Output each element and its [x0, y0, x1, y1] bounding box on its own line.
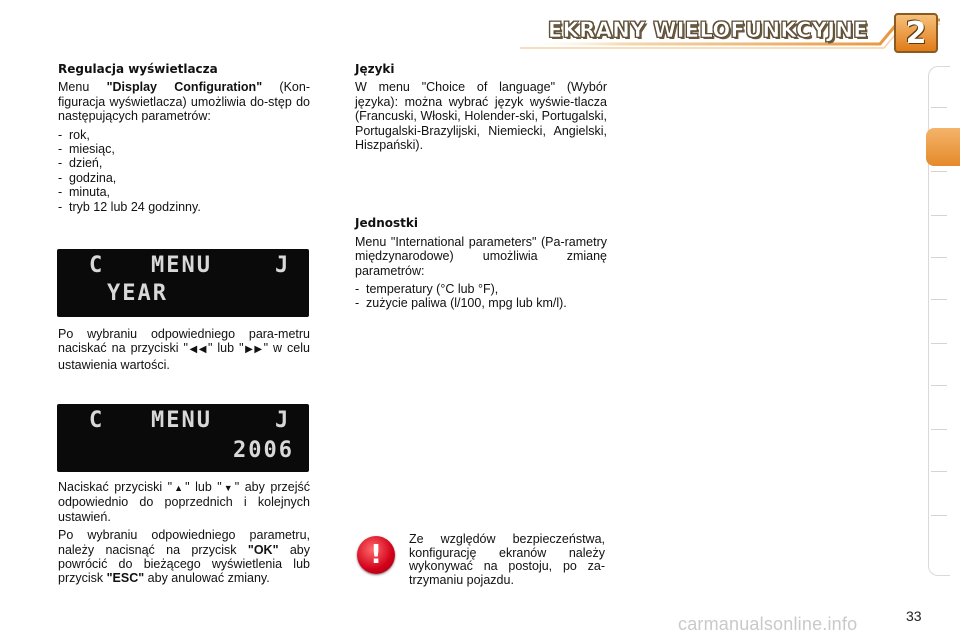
arrow-up-icon: ▲ — [172, 483, 186, 493]
active-chapter-tab[interactable] — [926, 128, 960, 166]
intro-text: (Kon-figuracja wyświetlacza) umożliwia do-stęp do następujących parametrów: — [58, 80, 310, 124]
tab-divider — [931, 299, 947, 300]
tab-divider — [931, 107, 947, 108]
tab-divider — [931, 429, 947, 430]
languages-paragraph: W menu "Choice of language" (Wybór języka): można wybrać język wyświe-tlacza (Francuski, Włoski, Holender-ski, Portugalski, Portugalski-Brazylijski, Niemiecki, Angielski, Hiszpański). — [355, 80, 607, 153]
display-settings-section — [58, 62, 310, 214]
chapter-badge: 2 — [894, 13, 938, 53]
instruction-text: " w celu ustawienia wartości. — [58, 341, 310, 372]
units-paragraph: Menu "International parameters" (Pa-rametry międzynarodowe) umożliwia zmianę parametrów: — [355, 234, 607, 278]
rewind-icon: ◀◀ — [187, 344, 208, 356]
lcd-bracket-left: C — [89, 253, 105, 278]
list-item: - zużycie paliwa (l/100, mpg lub km/l). — [355, 296, 607, 310]
tab-divider — [931, 471, 947, 472]
arrow-down-icon: ▼ — [221, 483, 235, 493]
lcd-bracket-right: J — [275, 253, 291, 278]
tab-divider — [931, 515, 947, 516]
lcd-menu-label: MENU — [151, 253, 212, 278]
intro-paragraph — [58, 80, 310, 123]
instruction-text: aby powrócić do bieżącego wyświetlenia lub przycisk — [58, 542, 310, 586]
list-item: - minuta, — [58, 185, 310, 199]
lcd-value: YEAR — [107, 281, 168, 306]
tab-divider — [931, 385, 947, 386]
warning-icon: ! — [357, 536, 395, 574]
instruction-paragraph — [58, 480, 310, 524]
ok-label: "OK" — [247, 542, 279, 557]
languages-heading: Języki — [355, 62, 395, 76]
navigation-instruction — [58, 480, 310, 590]
tab-divider — [931, 343, 947, 344]
lcd-display-value — [57, 404, 309, 472]
section-heading: Regulacja wyświetlacza — [58, 62, 218, 76]
lcd-bracket-left: C — [89, 408, 105, 433]
list-item: - rok, — [58, 128, 310, 142]
instruction-text: Naciskać przyciski " — [58, 480, 173, 494]
intro-text: Menu — [58, 80, 107, 95]
tab-divider — [931, 171, 947, 172]
list-item: - dzień, — [58, 156, 310, 170]
fast-forward-icon: ▶▶ — [243, 344, 264, 356]
lcd-value: 2006 — [233, 438, 294, 463]
list-item: - godzina, — [58, 171, 310, 185]
watermark: carmanualsonline.info — [678, 614, 858, 634]
confirm-paragraph — [58, 528, 310, 586]
menu-name: "Display Configuration" — [106, 80, 263, 95]
tab-divider — [931, 215, 947, 216]
esc-label: "ESC" — [106, 571, 145, 586]
instruction-text: " lub " — [185, 480, 222, 494]
lcd-bracket-right: J — [275, 408, 291, 433]
units-list — [355, 282, 607, 311]
units-heading: Jednostki — [355, 216, 418, 231]
page-title: EKRANY WIELOFUNKCYJNE — [548, 18, 868, 42]
instruction-text: Po wybraniu odpowiedniego para-metru naciskać na przyciski " — [58, 327, 310, 356]
spacer — [355, 156, 607, 216]
instruction-text: Po wybraniu odpowiedniego parametru, należy nacisnąć na przycisk — [58, 528, 310, 557]
page-number: 33 — [906, 608, 922, 624]
tab-divider — [931, 257, 947, 258]
instruction-text: " aby przejść odpowiednio do poprzednich i kolejnych ustawień. — [58, 480, 310, 524]
instruction-text: " lub " — [207, 341, 244, 356]
parameter-list — [58, 128, 310, 214]
lcd-menu-label: MENU — [151, 408, 212, 433]
list-item: - tryb 12 lub 24 godzinny. — [58, 200, 310, 214]
instruction-text: aby anulować zmiany. — [144, 571, 270, 586]
languages-units-section — [355, 62, 607, 311]
list-item: - miesiąc, — [58, 142, 310, 156]
list-item: - temperatury (°C lub °F), — [355, 282, 607, 296]
adjust-instruction — [58, 327, 310, 372]
safety-warning: Ze względów bezpieczeństwa, konfigurację ekranów należy wykonywać na postoju, po za-trzymaniu pojazdu. — [409, 532, 605, 587]
lcd-display-year — [57, 249, 309, 317]
